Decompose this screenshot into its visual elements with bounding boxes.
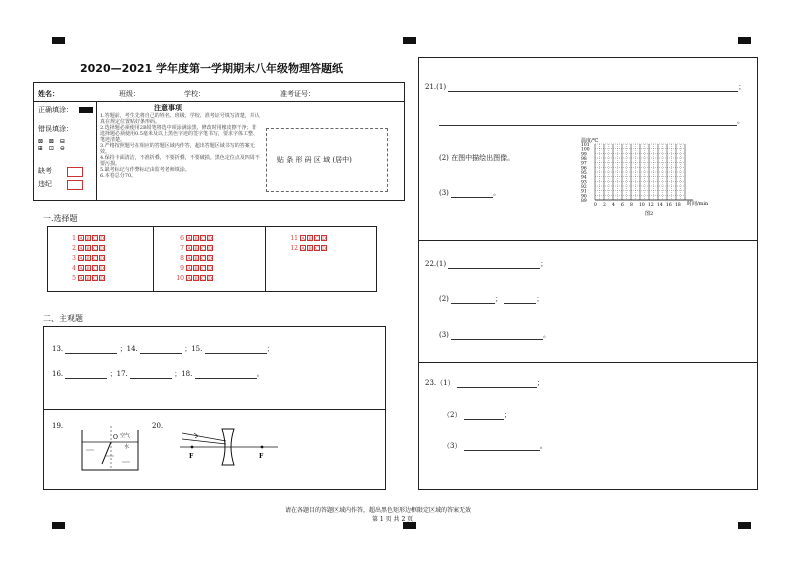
y-tick-label: 90	[581, 194, 587, 200]
y-tick-label: 96	[581, 166, 587, 172]
mc-option-bubble[interactable]: C	[93, 266, 97, 272]
alignment-mark	[403, 37, 416, 44]
q22-part3: (3)	[439, 331, 449, 339]
mc-option-bubble[interactable]: B	[86, 256, 90, 262]
correct-fill-label: 正确填涂：	[38, 106, 73, 114]
notice-list	[100, 113, 260, 179]
mc-question-number: 3	[72, 255, 76, 262]
x-tick-label: 12	[648, 203, 654, 208]
y-tick-label: 94	[581, 175, 587, 181]
q21-part3-period: 。	[493, 189, 501, 197]
mc-question-row	[68, 255, 106, 262]
q21-part1-blank-2[interactable]	[439, 125, 737, 126]
mc-option-bubble[interactable]: B	[308, 236, 312, 242]
q15-label: ；15.	[184, 345, 203, 353]
wrong-fill-samples: ⊠ ⊠ ⊟ ⊞ ⊡ ⊖	[38, 138, 67, 152]
mc-option-bubble[interactable]: A	[187, 236, 191, 242]
chart-ylabel: 温度/℃	[581, 138, 599, 144]
q20-label: 20.	[152, 422, 164, 430]
mc-question-number: 11	[290, 235, 298, 242]
mc-option-bubble[interactable]: A	[79, 236, 83, 242]
mc-option-bubble[interactable]: D	[100, 236, 105, 242]
mc-question-row	[176, 245, 214, 252]
mc-question-number: 6	[180, 235, 184, 242]
mc-question-row	[290, 245, 328, 252]
q14-label: ；14.	[119, 345, 138, 353]
notice-item: 6.本卷总分70。	[100, 173, 137, 179]
mc-question-row	[68, 245, 106, 252]
mc-option-bubble[interactable]: A	[301, 236, 305, 242]
mc-option-bubble[interactable]: D	[100, 276, 105, 282]
mc-question-row	[176, 265, 214, 272]
mc-question-row	[68, 275, 106, 282]
q23-part3-blank[interactable]	[464, 450, 540, 451]
q23-part1-semi: ；	[536, 379, 544, 387]
chart-caption: 图2	[645, 211, 654, 217]
name-label: 姓名：	[38, 89, 59, 98]
mc-option-bubble[interactable]: D	[208, 276, 213, 282]
mc-option-bubble[interactable]: C	[315, 246, 319, 252]
class-label: 班级：	[119, 90, 140, 98]
alignment-mark	[738, 522, 751, 529]
temperature-time-grid	[579, 136, 719, 218]
q22-part1: (1)	[436, 260, 447, 268]
exam-id-label: 准考证号：	[280, 90, 315, 98]
q18-label: ；18.	[174, 370, 193, 378]
mc-option-bubble[interactable]: B	[308, 246, 312, 252]
focus-left-label: F	[189, 453, 194, 460]
q22-part2-blank-b[interactable]	[504, 303, 536, 304]
y-tick-label: 99	[581, 152, 587, 158]
mc-option-bubble[interactable]: C	[93, 236, 97, 242]
q16-blank[interactable]	[65, 378, 107, 379]
q22-part2-semi-a: ；	[495, 295, 503, 303]
q21-period: 。	[737, 117, 744, 125]
mc-question-number: 9	[180, 265, 184, 272]
mc-question-row	[68, 235, 106, 242]
notice-item: 3.严格按照题号在相应的答题区域内作答，超出答题区域书写的答案无效。	[100, 143, 255, 155]
x-tick-label: 16	[666, 203, 672, 208]
q21-part3: (3)	[439, 189, 449, 197]
mc-option-bubble[interactable]: C	[201, 266, 205, 272]
notice-title: 注意事项	[154, 103, 182, 112]
mc-option-bubble[interactable]: A	[79, 256, 83, 262]
concave-lens-diagram	[174, 425, 284, 469]
page-title: 2020—2021 学年度第一学期期末八年级物理答题纸	[80, 62, 344, 75]
y-tick-label: 101	[581, 143, 590, 148]
q21-semi: ；	[738, 83, 746, 91]
refraction-beaker-diagram	[78, 422, 148, 474]
q21-part2: (2)	[439, 154, 449, 162]
footer-note: 请在各题目的答题区域内作答，超出黑色矩形边框限定区域的答案无效	[285, 507, 472, 514]
mc-question-row	[176, 275, 214, 282]
q22-part2: (2)	[439, 295, 449, 303]
q21-part3-blank[interactable]	[451, 197, 493, 198]
mc-option-bubble[interactable]: B	[86, 246, 90, 252]
q13-label: 13.	[52, 345, 64, 353]
mc-option-bubble[interactable]: A	[79, 246, 83, 252]
point-o-label: O	[113, 434, 118, 441]
notice-item: 2.选择题必须使用2B铅笔将选中项涂满涂黑，修改时用橡皮擦干净；非选择题必须使用0.5毫米及以上黑色字迹的签字笔书写，要求字体工整、笔迹清楚。	[100, 125, 258, 143]
x-tick-label: 8	[630, 203, 633, 208]
q21-part2-text: 在图中描绘出图像。	[451, 154, 515, 162]
y-tick-label: 92	[581, 185, 587, 190]
air-label: 空气	[120, 433, 131, 439]
q22-label: 22.	[425, 260, 437, 268]
q22-part1-semi: ；	[540, 260, 548, 268]
y-tick-label: 95	[581, 171, 587, 176]
q18-period: 。	[256, 370, 264, 378]
y-tick-label: 89	[581, 199, 587, 204]
q21-label: 21.	[425, 83, 437, 91]
q15-semi: ；	[266, 345, 274, 353]
mc-option-bubble[interactable]: B	[86, 266, 90, 272]
mc-question-number: 10	[176, 275, 184, 282]
mc-option-bubble[interactable]: B	[194, 266, 198, 272]
q22-part2-blank-a[interactable]	[451, 303, 495, 304]
right-answer-area	[418, 57, 758, 490]
water-label: 水	[124, 444, 130, 450]
q23-part2-blank[interactable]	[464, 419, 504, 420]
q23-label: 23.	[425, 379, 437, 387]
mc-option-bubble[interactable]: B	[86, 276, 90, 282]
q22-part1-blank[interactable]	[448, 268, 540, 269]
mc-question-number: 12	[290, 245, 298, 252]
q23-part2: （2）	[443, 411, 462, 419]
mc-option-bubble[interactable]: C	[201, 236, 205, 242]
mc-option-bubble[interactable]: A	[79, 276, 83, 282]
choice-answer-box	[47, 226, 377, 292]
mc-question-row	[290, 235, 328, 242]
x-tick-label: 4	[612, 203, 615, 208]
mc-option-bubble[interactable]: D	[100, 266, 105, 272]
alignment-mark	[738, 37, 751, 44]
mc-question-number: 4	[72, 265, 76, 272]
y-tick-label: 100	[581, 147, 590, 153]
barcode-area	[266, 128, 388, 192]
mc-option-bubble[interactable]: A	[187, 256, 191, 262]
absent-label: 缺考	[38, 167, 52, 175]
mc-option-bubble[interactable]: A	[79, 266, 83, 272]
q23-part3: （3）	[443, 442, 462, 450]
mc-option-bubble[interactable]: C	[93, 256, 97, 262]
q15-blank[interactable]	[205, 353, 267, 354]
mc-option-bubble[interactable]: B	[194, 246, 198, 252]
mc-option-bubble[interactable]: B	[194, 276, 198, 282]
mc-question-number: 1	[72, 235, 76, 242]
y-tick-label: 98	[581, 157, 587, 162]
section-subjective-title: 二、主观题	[43, 314, 83, 323]
q23-part2-semi: ；	[503, 411, 511, 419]
q17-label: ；17.	[109, 370, 128, 378]
x-tick-label: 14	[657, 203, 663, 208]
q23-part1-blank[interactable]	[457, 387, 537, 388]
violation-checkbox[interactable]	[67, 180, 83, 190]
mc-option-bubble[interactable]: A	[187, 276, 191, 282]
school-label: 学校：	[184, 90, 205, 98]
q17-blank[interactable]	[130, 378, 172, 379]
mc-option-bubble[interactable]: C	[93, 276, 97, 282]
mc-option-bubble[interactable]: D	[208, 266, 213, 272]
x-tick-label: 0	[594, 203, 597, 208]
absent-checkbox[interactable]	[67, 167, 83, 177]
q16-label: 16.	[52, 370, 64, 378]
x-tick-label: 18	[675, 203, 681, 208]
mc-question-number: 2	[72, 245, 76, 252]
mc-option-bubble[interactable]: D	[208, 256, 213, 262]
q22-part3-blank[interactable]	[451, 339, 543, 340]
mc-question-row	[176, 255, 214, 262]
q23-period: 。	[539, 442, 547, 450]
mc-option-bubble[interactable]: D	[208, 246, 213, 252]
q14-blank[interactable]	[140, 353, 182, 354]
mc-option-bubble[interactable]: C	[201, 246, 205, 252]
mc-option-bubble[interactable]: B	[86, 236, 90, 242]
mc-option-bubble[interactable]: D	[322, 246, 327, 252]
mc-option-bubble[interactable]: C	[201, 256, 205, 262]
notice-item: 4.保持卡面清洁，不准折叠，不要折叠，不要破损。黑色定位点及四周不要污损。	[100, 155, 260, 167]
q21-part1: (1)	[436, 83, 447, 91]
q19-label: 19.	[52, 422, 64, 430]
alignment-mark	[52, 522, 65, 529]
mc-option-bubble[interactable]: A	[301, 246, 305, 252]
mc-option-bubble[interactable]: D	[322, 236, 327, 242]
x-tick-label: 6	[621, 203, 624, 208]
y-tick-label: 91	[581, 189, 587, 195]
mc-question-number: 8	[180, 255, 184, 262]
focus-right-label: F	[259, 453, 264, 460]
mc-option-bubble[interactable]: D	[100, 256, 105, 262]
barcode-label: 贴 条 形 码 区 域 (居中)	[277, 156, 352, 164]
x-tick-label: 2	[603, 203, 606, 208]
section-choice-title: 一.选择题	[43, 214, 78, 223]
chart-xlabel: 时间/min	[687, 201, 709, 207]
mc-question-row	[68, 265, 106, 272]
mc-option-bubble[interactable]: A	[187, 266, 191, 272]
header-box	[33, 82, 405, 201]
alignment-mark	[403, 522, 416, 529]
mc-option-bubble[interactable]: D	[208, 236, 213, 242]
page-number: 第 1 页 共 2 页	[372, 516, 414, 523]
correct-fill-sample	[79, 107, 93, 113]
subjective-box	[43, 326, 386, 490]
y-tick-label: 93	[581, 180, 587, 186]
mc-question-number: 5	[72, 275, 76, 282]
q22-period: 。	[543, 331, 551, 339]
q18-blank[interactable]	[195, 378, 257, 379]
q21-part1-blank[interactable]	[448, 91, 738, 92]
mc-option-bubble[interactable]: B	[194, 256, 198, 262]
mc-question-number: 7	[180, 245, 184, 252]
x-tick-label: 10	[639, 203, 645, 208]
mc-option-bubble[interactable]: A	[187, 246, 191, 252]
y-tick-label: 97	[581, 161, 587, 167]
notice-item: 5.缺考标记与作弊标记由监考老师填涂。	[100, 167, 190, 173]
violation-label: 违纪	[38, 180, 52, 188]
q13-blank[interactable]	[65, 353, 117, 354]
mc-option-bubble[interactable]: C	[315, 236, 319, 242]
mc-question-row	[176, 235, 214, 242]
q22-part2-semi-b: ；	[536, 295, 544, 303]
mc-option-bubble[interactable]: B	[194, 236, 198, 242]
mc-option-bubble[interactable]: D	[100, 246, 105, 252]
alignment-mark	[52, 37, 65, 44]
mc-option-bubble[interactable]: C	[201, 276, 205, 282]
mc-option-bubble[interactable]: C	[93, 246, 97, 252]
notice-item: 1.答题前，考生先将自己的姓名、班级、学校、准考证号填写清楚，并认真在规定位置贴好条形码。	[100, 113, 260, 125]
wrong-fill-label: 错误填涂：	[38, 125, 73, 133]
q23-part1: （1）	[436, 379, 455, 387]
